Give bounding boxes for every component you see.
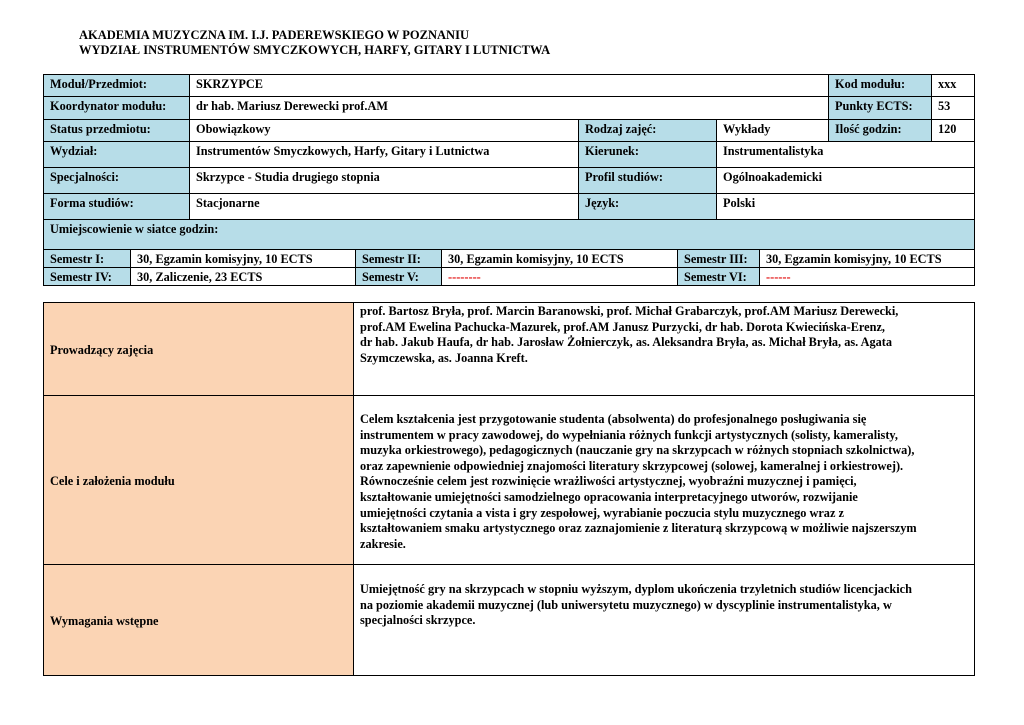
kod-label: Kod modułu: xyxy=(828,74,932,97)
wymagania-label: Wymagania wstępne xyxy=(43,564,354,676)
prowadzacy-label: Prowadzący zajęcia xyxy=(43,302,354,396)
umiejscowienie-label: Umiejscowienie w siatce godzin: xyxy=(43,219,975,250)
semester-1-label: Semestr I: xyxy=(43,249,131,268)
cele-line: kształtowaniem smaku artystycznego oraz zaznajomienie z literaturą skrzypcową w możliwie najszerszym xyxy=(360,521,917,536)
kierunek-label: Kierunek: xyxy=(578,141,717,168)
godzin-label: Ilość godzin: xyxy=(828,119,932,142)
jezyk-label: Język: xyxy=(578,193,717,220)
row-status xyxy=(43,119,975,142)
semester-4-value: 30, Zaliczenie, 23 ECTS xyxy=(130,267,356,286)
prowadzacy-line: Szymczewska, as. Joanna Kreft. xyxy=(360,350,528,365)
row-umiejscowienie xyxy=(43,219,975,250)
cele-label: Cele i założenia modułu xyxy=(43,395,354,565)
semester-5-value: -------- xyxy=(441,267,678,286)
semester-1-value: 30, Egzamin komisyjny, 10 ECTS xyxy=(130,249,356,268)
cele-line: Równocześnie celem jest rozwinięcie wrażliwości artystycznej, wyobraźni muzycznej i pamięci, xyxy=(360,474,857,489)
row-koordynator xyxy=(43,96,975,120)
prowadzacy-line: prof.AM Ewelina Pachucka-Mazurek, prof.AM Janusz Purzycki, dr hab. Dorota Kwiecińska-Erenz, xyxy=(360,319,886,334)
institution-name: AKADEMIA MUZYCZNA IM. I.J. PADEREWSKIEGO W POZNANIU xyxy=(79,28,469,42)
forma-value: Stacjonarne xyxy=(189,193,579,220)
koordynator-label: Koordynator modułu: xyxy=(43,96,190,120)
row-prowadzacy xyxy=(43,302,975,396)
wymagania-line: Umiejętność gry na skrzypcach w stopniu wyższym, dyplom ukończenia trzyletnich studiów licencjackich xyxy=(360,582,912,596)
cele-line: umiejętności czytania a vista i gry zespołowej, wyrabianie poczucia stylu muzycznego wraz z xyxy=(360,505,844,520)
row-specjalnosci xyxy=(43,167,975,194)
row-semesters-1 xyxy=(43,249,975,268)
cele-line: zakresie. xyxy=(360,536,406,551)
status-value: Obowiązkowy xyxy=(189,119,579,142)
wydzial-label: Wydział: xyxy=(43,141,190,168)
faculty-name: WYDZIAŁ INSTRUMENTÓW SMYCZKOWYCH, HARFY, GITARY I LUTNICTWA xyxy=(79,43,551,57)
wymagania-line: specjalności skrzypce. xyxy=(360,613,476,628)
godzin-value: 120 xyxy=(931,119,975,142)
row-semesters-2 xyxy=(43,267,975,286)
wymagania-text xyxy=(353,564,975,676)
jezyk-value: Polski xyxy=(716,193,975,220)
semester-3-label: Semestr III: xyxy=(677,249,760,268)
prowadzacy-line: prof. Bartosz Bryła, prof. Marcin Baranowski, prof. Michał Grabarczyk, prof.AM Mariusz Derewecki, xyxy=(360,304,899,318)
profil-value: Ogólnoakademicki xyxy=(716,167,975,194)
wymagania-line: na poziomie akademii muzycznej (lub uniwersytetu muzycznego) w dyscyplinie instrumentalistyka, w xyxy=(360,597,892,612)
semester-5-label: Semestr V: xyxy=(355,267,442,286)
cele-line: instrumentem w pracy zawodowej, do wypełniania różnych funkcji artystycznych (solisty, kameralisty, xyxy=(360,427,898,442)
prowadzacy-line: dr hab. Jakub Haufa, dr hab. Jarosław Żołnierczyk, as. Aleksandra Bryła, as. Michał Bryła, as. Agata xyxy=(360,335,893,349)
row-cele xyxy=(43,395,975,565)
cele-line: muzyka orkiestrowego), pedagogicznych (nauczanie gry na skrzypcach w różnych stopniach szkolnictwa), xyxy=(360,443,915,458)
semester-4-label: Semestr IV: xyxy=(43,267,131,286)
rodzaj-value: Wykłady xyxy=(716,119,829,142)
modul-label: Moduł/Przedmiot: xyxy=(43,74,190,97)
ects-label: Punkty ECTS: xyxy=(828,96,932,120)
rodzaj-label: Rodzaj zajęć: xyxy=(578,119,717,142)
semester-2-label: Semestr II: xyxy=(355,249,442,268)
cele-line: Celem kształcenia jest przygotowanie studenta (absolwenta) do profesjonalnego posługiwania się xyxy=(360,412,867,426)
wydzial-value: Instrumentów Smyczkowych, Harfy, Gitary i Lutnictwa xyxy=(189,141,579,168)
kierunek-value: Instrumentalistyka xyxy=(716,141,975,168)
cele-line: oraz zapewnienie odpowiedniej znajomości literatury skrzypcowej (solowej, kameralnej i orkiestrowej). xyxy=(360,458,904,473)
modul-value: SKRZYPCE xyxy=(189,74,829,97)
status-label: Status przedmiotu: xyxy=(43,119,190,142)
row-wydzial xyxy=(43,141,975,168)
specjalnosci-label: Specjalności: xyxy=(43,167,190,194)
ects-value: 53 xyxy=(931,96,975,120)
prowadzacy-text xyxy=(353,302,975,396)
row-modul xyxy=(43,74,975,97)
row-wymagania xyxy=(43,564,975,676)
semester-6-label: Semestr VI: xyxy=(677,267,760,286)
semester-3-value: 30, Egzamin komisyjny, 10 ECTS xyxy=(759,249,975,268)
koordynator-value: dr hab. Mariusz Derewecki prof.AM xyxy=(189,96,829,120)
kod-value: xxx xyxy=(931,74,975,97)
semester-6-value: ------ xyxy=(759,267,975,286)
cele-text xyxy=(353,395,975,565)
semester-2-value: 30, Egzamin komisyjny, 10 ECTS xyxy=(441,249,678,268)
profil-label: Profil studiów: xyxy=(578,167,717,194)
row-forma xyxy=(43,193,975,220)
cele-line: kształtowanie umiejętności samodzielnego opracowania interpretacyjnego utworów, rozwijanie xyxy=(360,489,858,504)
forma-label: Forma studiów: xyxy=(43,193,190,220)
specjalnosci-value: Skrzypce - Studia drugiego stopnia xyxy=(189,167,579,194)
